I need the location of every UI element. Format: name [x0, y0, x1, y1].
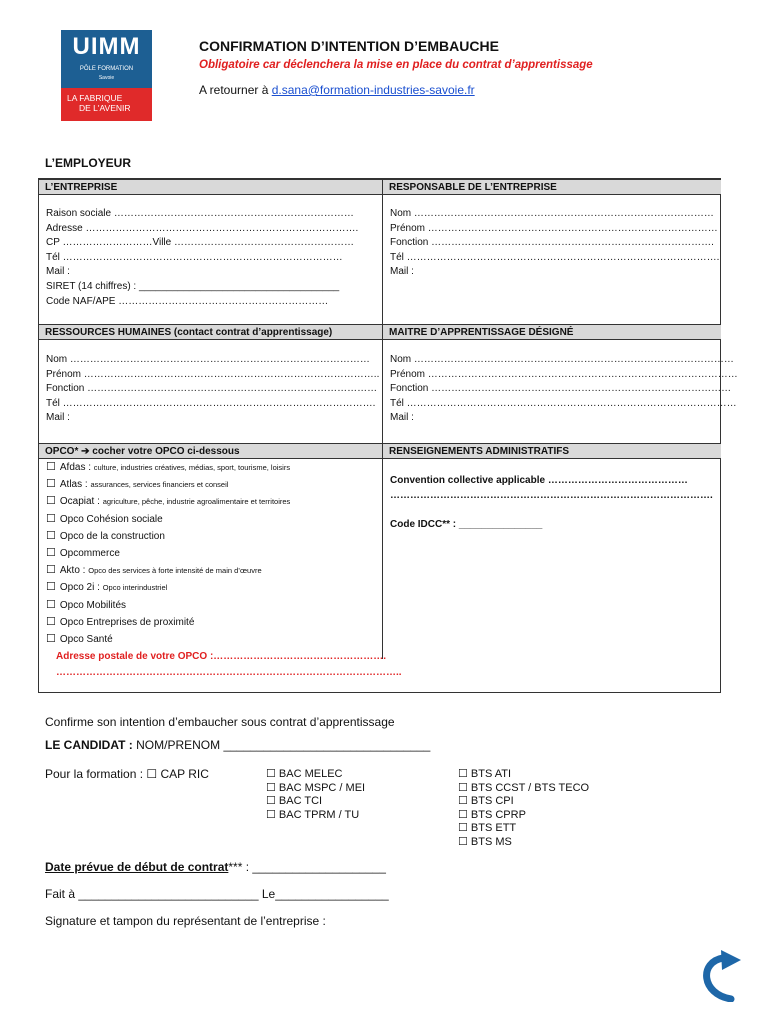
- opco-item-label: Atlas :: [59, 479, 91, 491]
- logo-sub1: PÔLE FORMATION: [79, 66, 134, 72]
- page-title: CONFIRMATION D’INTENTION D’EMBAUCHE: [199, 38, 499, 54]
- date-field[interactable]: *** : ____________________: [228, 860, 386, 874]
- idcc-field[interactable]: Code IDCC** : _______________: [390, 519, 543, 530]
- uimm-logo: [61, 30, 152, 121]
- option-bts-ccst[interactable]: ☐ BTS CCST / BTS TECO: [458, 781, 590, 794]
- opco-item-label: Opcommerce: [59, 548, 120, 559]
- logo-name: UIMM: [72, 33, 141, 60]
- field-rh-fonction[interactable]: Fonction ……………………………………………………………………………: [46, 383, 378, 395]
- opco-header: OPCO* ➔ cocher votre OPCO ci-dessous: [39, 443, 382, 459]
- checkbox-icon[interactable]: ☐: [46, 598, 56, 611]
- opco-item-detail: agriculture, pêche, industrie agroalimentaire et territoires: [102, 497, 291, 507]
- option-bts-ms[interactable]: ☐ BTS MS: [458, 835, 512, 848]
- section-employeur: L’EMPLOYEUR: [45, 156, 132, 170]
- candidat-name-field[interactable]: NOM/PRENOM _______________________________: [136, 738, 431, 752]
- opco-item[interactable]: [46, 460, 290, 473]
- option-bts-cprp[interactable]: ☐ BTS CPRP: [458, 808, 526, 821]
- opco-item-label: Opco Entreprises de proximité: [59, 616, 195, 628]
- logo-tagline-2: DE L'AVENIR: [79, 103, 131, 113]
- checkbox-icon[interactable]: ☐: [46, 478, 56, 491]
- checkbox-icon[interactable]: ☐: [46, 512, 56, 525]
- option-bts-ati[interactable]: ☐ BTS ATI: [458, 768, 512, 780]
- opco-item[interactable]: [46, 494, 290, 507]
- field-rh-nom[interactable]: Nom ………………………………………………………………………………: [46, 354, 370, 365]
- field-resp-fonction[interactable]: Fonction ………………………………………………………………………….: [390, 237, 714, 249]
- maitre-fields: [390, 353, 738, 426]
- page-subtitle: Obligatoire car déclenchera la mise en place du contrat d’apprentissage: [199, 59, 593, 71]
- field-maitre-fonction[interactable]: Fonction ………………………………………………………………………………: [390, 383, 732, 395]
- next-page-arrow-icon[interactable]: [697, 950, 745, 1002]
- field-resp-mail[interactable]: Mail :: [390, 266, 414, 278]
- return-line: [199, 83, 475, 97]
- checkbox-icon[interactable]: ☐: [46, 461, 56, 473]
- candidat-label: LE CANDIDAT :: [45, 738, 137, 752]
- maitre-header: MAITRE D’APPRENTISSAGE DÉSIGNÉ: [383, 324, 721, 340]
- option-bac-tprm[interactable]: ☐ BAC TPRM / TU: [266, 808, 360, 821]
- opco-item[interactable]: [46, 632, 113, 645]
- date-line: [45, 860, 386, 874]
- opco-item[interactable]: [46, 512, 163, 525]
- opco-item-label: Afdas :: [59, 462, 94, 473]
- option-bac-melec[interactable]: ☐ BAC MELEC: [266, 768, 343, 780]
- formation-cap-ric[interactable]: Pour la formation : ☐ CAP RIC: [45, 767, 209, 781]
- column-divider: [382, 179, 383, 659]
- opco-item-label: Opco Cohésion sociale: [59, 513, 163, 525]
- return-email-link[interactable]: d.sana@formation-industries-savoie.fr: [271, 83, 475, 97]
- opco-item[interactable]: [46, 477, 228, 490]
- checkbox-icon[interactable]: ☐: [46, 633, 56, 645]
- field-resp-prenom[interactable]: Prénom ……………………………………………………………………………: [390, 222, 718, 234]
- rh-header: RESSOURCES HUMAINES (contact contrat d’apprentissage): [39, 324, 382, 340]
- field-maitre-nom[interactable]: Nom ……………………………………………………………………………………: [390, 354, 734, 365]
- candidat-line: [45, 738, 430, 752]
- confirm-text: Confirme son intention d’embaucher sous contrat d’apprentissage: [45, 715, 395, 729]
- admin-header: RENSEIGNEMENTS ADMINISTRATIFS: [383, 443, 721, 459]
- opco-item[interactable]: [46, 580, 167, 593]
- opco-item[interactable]: [46, 546, 120, 559]
- checkbox-icon[interactable]: ☐: [46, 581, 56, 594]
- opco-item[interactable]: [46, 615, 194, 628]
- employer-form-box: [38, 178, 738, 693]
- opco-item-label: Opco 2i :: [59, 582, 103, 594]
- option-bts-cpi[interactable]: ☐ BTS CPI: [458, 795, 514, 807]
- opco-item-label: Akto :: [59, 565, 89, 577]
- option-bac-mspc[interactable]: ☐ BAC MSPC / MEI: [266, 781, 366, 794]
- checkbox-icon[interactable]: ☐: [46, 615, 56, 628]
- field-rh-prenom[interactable]: Prénom ……………………………………………………………………………..: [46, 368, 380, 380]
- field-resp-nom[interactable]: Nom ………………………………………………………………………………: [390, 208, 714, 219]
- opco-item-detail: Opco des services à forte intensité de main d’œuvre: [88, 566, 262, 576]
- field-resp-tel[interactable]: Tél ………………………………………………………………………………….: [390, 251, 720, 263]
- field-naf[interactable]: Code NAF/APE ………………………………………………………: [46, 295, 329, 307]
- option-bts-ett[interactable]: ☐ BTS ETT: [458, 822, 517, 834]
- checkbox-icon[interactable]: ☐: [46, 495, 56, 508]
- checkbox-icon[interactable]: ☐: [46, 564, 56, 577]
- field-rh-mail[interactable]: Mail :: [46, 412, 70, 424]
- opco-item-label: Ocapiat :: [59, 496, 103, 508]
- field-rh-tel[interactable]: Tél ………………………………………………………………………………….: [46, 397, 376, 409]
- signature-line: Signature et tampon du représentant de l’entreprise :: [45, 914, 326, 928]
- opco-item-detail: assurances, services financiers et conseil: [90, 480, 229, 490]
- rh-fields: [46, 353, 379, 426]
- opco-postal-line-1[interactable]: Adresse postale de votre OPCO :…………………………………………….: [56, 651, 387, 662]
- opco-item[interactable]: [46, 529, 165, 542]
- checkbox-icon[interactable]: ☐: [46, 547, 56, 559]
- entreprise-fields: [46, 207, 358, 309]
- field-siret[interactable]: SIRET (14 chiffres) : ____________________________________: [46, 280, 340, 292]
- opco-item-label: Opco de la construction: [59, 530, 165, 542]
- bts-options: [458, 768, 589, 849]
- field-maitre-tel[interactable]: Tél ………………………………………………………………………………………: [390, 397, 737, 409]
- field-raison-sociale[interactable]: Raison sociale ………………………………………………………………: [46, 208, 354, 219]
- bac-options: [266, 768, 365, 822]
- field-tel[interactable]: Tél …………………………………………………………………………: [46, 251, 343, 263]
- field-mail[interactable]: Mail :: [46, 266, 70, 278]
- responsable-header: RESPONSABLE DE L’ENTREPRISE: [383, 179, 721, 195]
- opco-item-label: Opco Santé: [59, 634, 113, 645]
- field-maitre-mail[interactable]: Mail :: [390, 412, 414, 424]
- option-bac-tci[interactable]: ☐ BAC TCI: [266, 795, 323, 807]
- field-cp-ville[interactable]: CP ………………………Ville ………………………………………………: [46, 237, 354, 249]
- opco-item-detail: culture, industries créatives, médias, sport, tourisme, loisirs: [93, 463, 291, 472]
- opco-item[interactable]: [46, 563, 262, 576]
- opco-postal-line-2[interactable]: …………………………………………………………………………………………..: [56, 667, 402, 678]
- responsable-fields: [390, 207, 719, 280]
- convention-field[interactable]: Convention collective applicable ……………………………………: [390, 475, 688, 486]
- logo-sub2: Savoie: [98, 75, 115, 81]
- entreprise-header: L’ENTREPRISE: [39, 179, 382, 195]
- field-adresse[interactable]: Adresse ……………………………………………………………………….: [46, 222, 359, 234]
- convention-field-cont[interactable]: …………………………………………………………………………………….: [390, 490, 713, 501]
- field-maitre-prenom[interactable]: Prénom …………………………………………………………………………………: [390, 368, 738, 380]
- return-prefix: A retourner à: [199, 83, 272, 97]
- fait-line[interactable]: Fait à ___________________________ Le_________________: [45, 887, 389, 901]
- logo-tagline-1: LA FABRIQUE: [67, 93, 123, 103]
- opco-item-detail: Opco interindustriel: [102, 583, 168, 593]
- opco-item[interactable]: [46, 598, 126, 611]
- date-label: Date prévue de début de contrat: [45, 860, 229, 874]
- checkbox-icon[interactable]: ☐: [46, 529, 56, 542]
- opco-item-label: Opco Mobilités: [59, 599, 127, 611]
